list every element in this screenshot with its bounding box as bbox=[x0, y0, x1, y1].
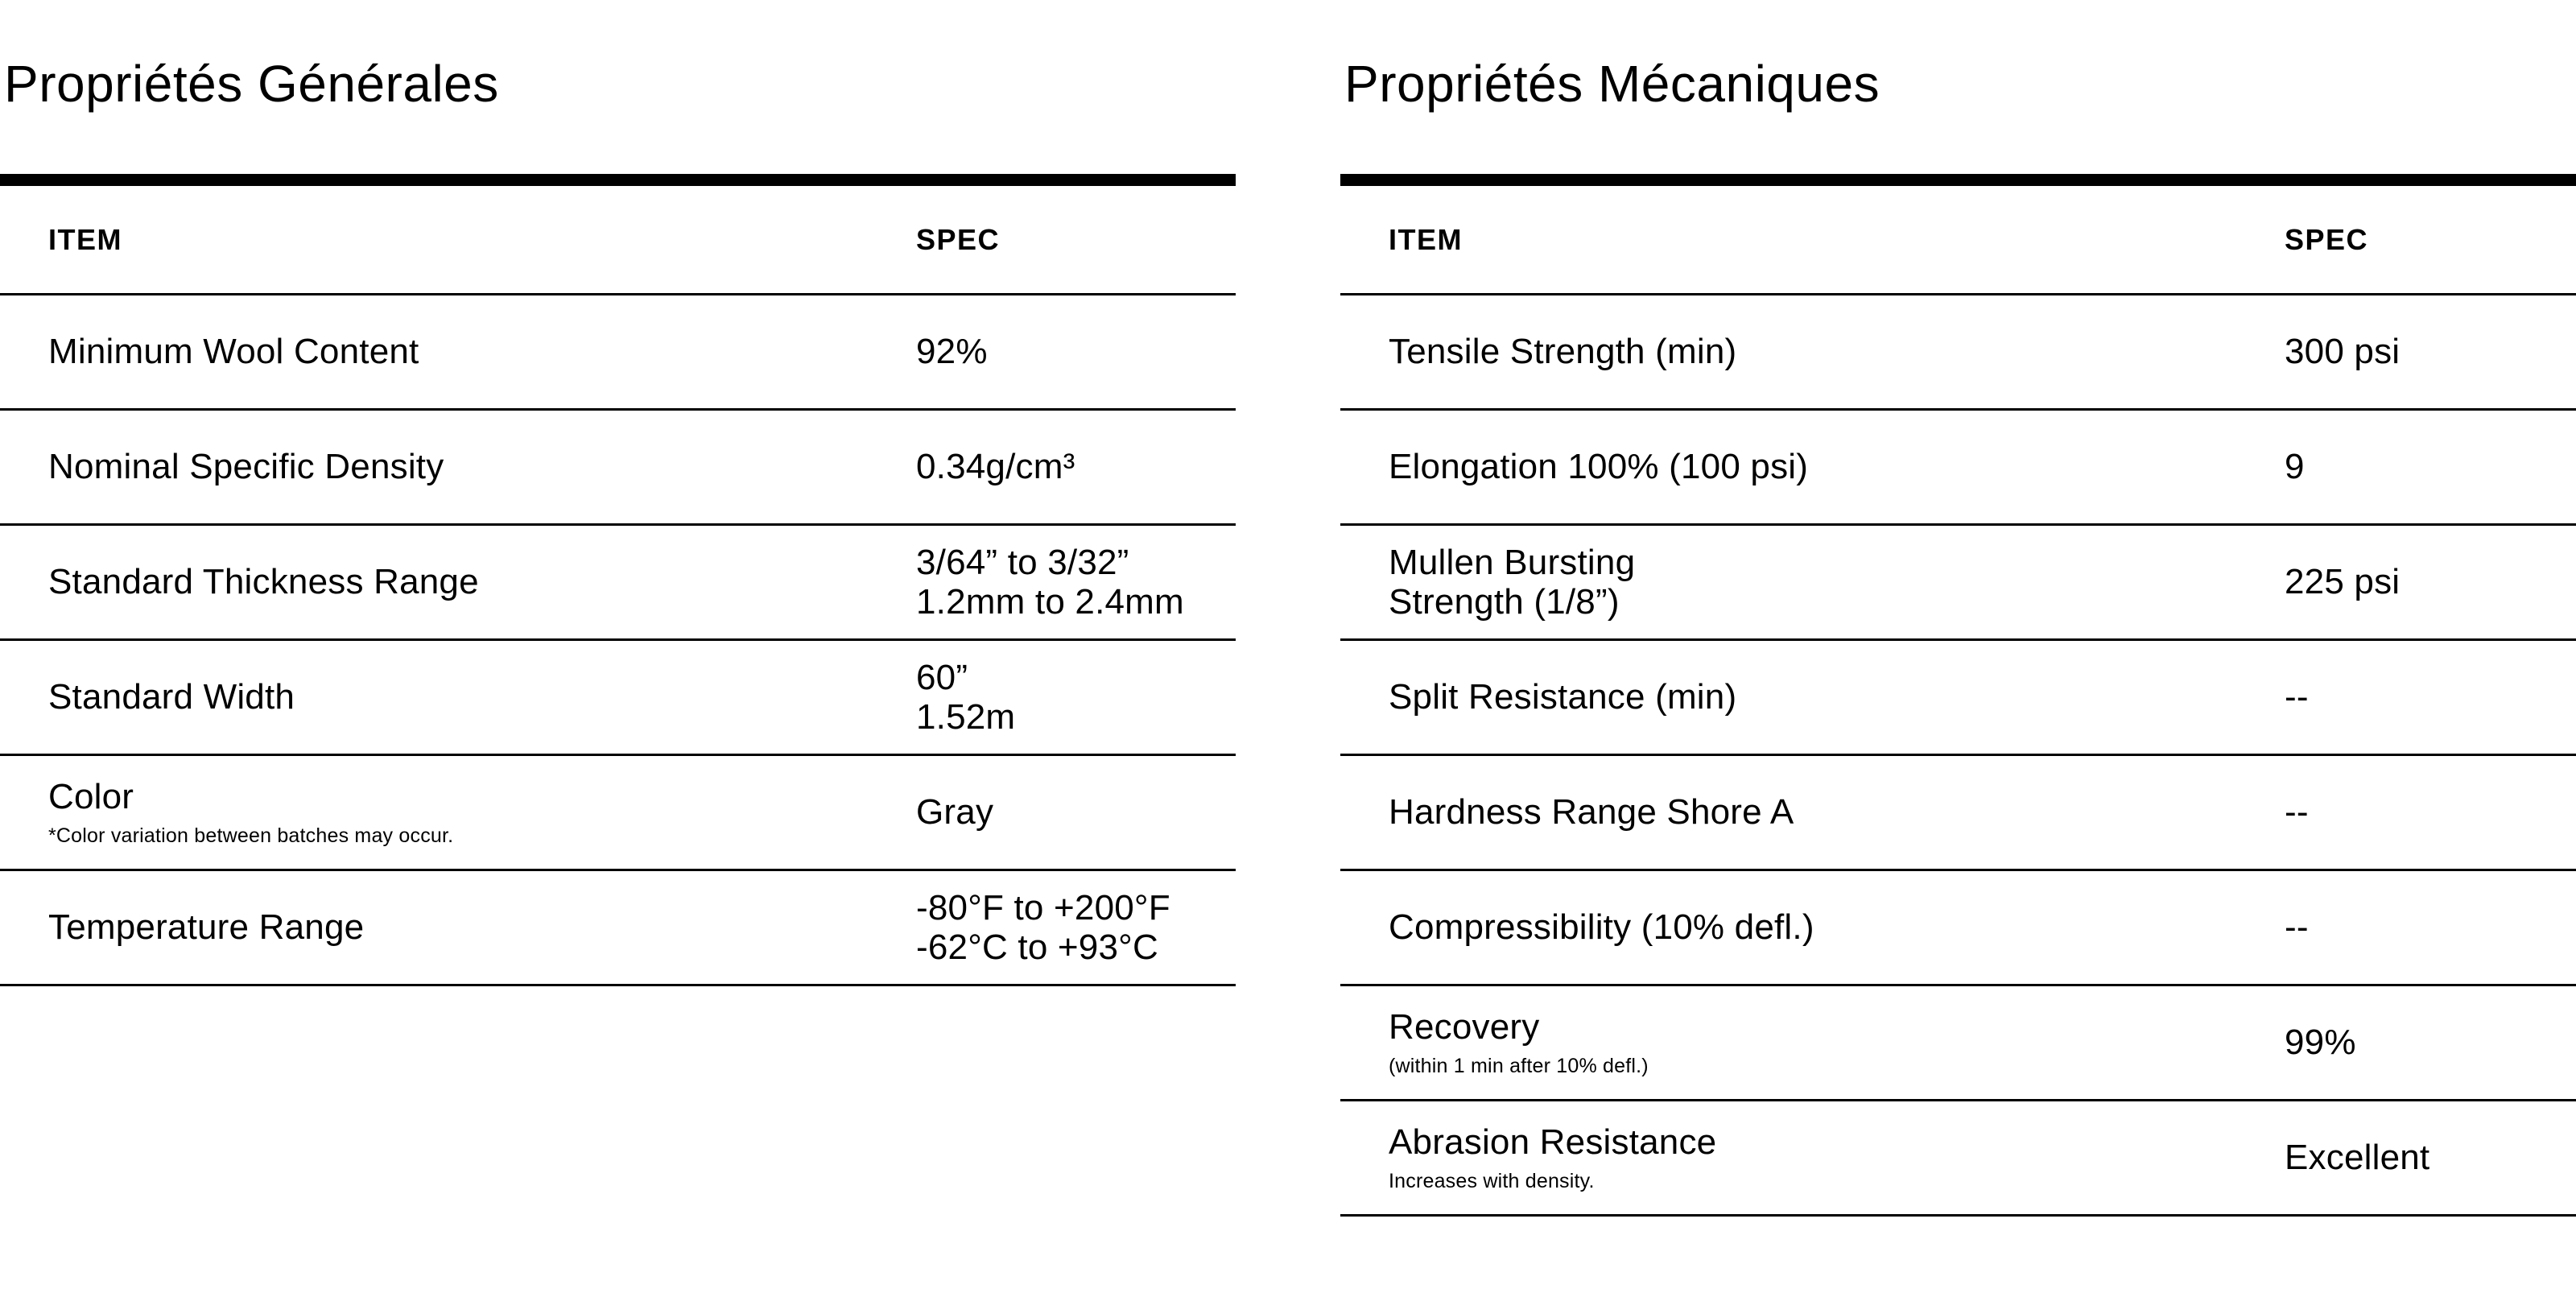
spec-cell bbox=[2285, 1138, 2576, 1177]
table-row bbox=[0, 295, 1236, 411]
spec-value: 99% bbox=[2285, 1023, 2356, 1063]
table-body bbox=[1340, 295, 2576, 1217]
column-header-item: ITEM bbox=[1389, 222, 1463, 256]
spec-value: 3/64” to 3/32” bbox=[916, 542, 1129, 582]
item-label: Standard Thickness Range bbox=[48, 562, 479, 602]
table-row bbox=[0, 871, 1236, 986]
item-cell bbox=[1340, 1007, 2285, 1077]
spec-value: -- bbox=[2285, 677, 2309, 717]
spec-cell bbox=[916, 332, 1236, 371]
table-row bbox=[1340, 526, 2576, 641]
spec-cell bbox=[2285, 1023, 2576, 1062]
item-cell bbox=[1340, 447, 2285, 486]
item-cell bbox=[0, 907, 916, 947]
table-header-row bbox=[0, 186, 1236, 295]
spec-value: 92% bbox=[916, 332, 988, 372]
item-label: Strength (1/8”) bbox=[1389, 582, 1620, 622]
spec-cell bbox=[916, 888, 1236, 968]
table-row bbox=[0, 641, 1236, 756]
item-label: Compressibility (10% defl.) bbox=[1389, 907, 1814, 948]
item-label: Recovery bbox=[1389, 1007, 1540, 1047]
item-cell bbox=[1340, 792, 2285, 832]
item-note: *Color variation between batches may occur. bbox=[48, 824, 454, 847]
item-cell bbox=[1340, 332, 2285, 371]
table-header-row bbox=[1340, 186, 2576, 295]
spec-value: -- bbox=[2285, 907, 2309, 948]
spec-value: 1.2mm to 2.4mm bbox=[916, 582, 1184, 622]
spec-value: -80°F to +200°F bbox=[916, 887, 1170, 928]
item-label: Color bbox=[48, 777, 134, 817]
spec-cell bbox=[2285, 447, 2576, 486]
item-label: Minimum Wool Content bbox=[48, 332, 419, 372]
item-cell bbox=[0, 447, 916, 486]
column-header-spec: SPEC bbox=[2285, 222, 2369, 256]
spec-value: 1.52m bbox=[916, 697, 1016, 737]
spec-value: 0.34g/cm³ bbox=[916, 447, 1075, 487]
table-row bbox=[0, 411, 1236, 526]
item-label: Split Resistance (min) bbox=[1389, 677, 1737, 717]
spec-cell bbox=[916, 543, 1236, 622]
spec-value: 225 psi bbox=[2285, 562, 2401, 602]
item-cell bbox=[1340, 1122, 2285, 1192]
table-row bbox=[1340, 871, 2576, 986]
item-label: Nominal Specific Density bbox=[48, 447, 444, 487]
table-row bbox=[1340, 986, 2576, 1101]
spec-cell bbox=[2285, 677, 2576, 717]
item-cell bbox=[0, 677, 916, 717]
table-title-mechanical: Propriétés Mécaniques bbox=[1344, 55, 1880, 113]
table-row bbox=[1340, 295, 2576, 411]
title-rule bbox=[1340, 174, 2576, 186]
spec-cell bbox=[2285, 562, 2576, 601]
spec-value: Excellent bbox=[2285, 1138, 2430, 1178]
title-rule bbox=[0, 174, 1236, 186]
table-body bbox=[0, 295, 1236, 986]
table-row bbox=[1340, 1101, 2576, 1217]
item-label: Elongation 100% (100 psi) bbox=[1389, 447, 1809, 487]
item-cell bbox=[0, 332, 916, 371]
spec-table-general bbox=[0, 0, 1236, 986]
spec-cell bbox=[916, 658, 1236, 737]
table-row bbox=[1340, 641, 2576, 756]
item-cell bbox=[0, 777, 916, 847]
table-row bbox=[0, 756, 1236, 871]
item-label: Abrasion Resistance bbox=[1389, 1122, 1717, 1163]
spec-value: 9 bbox=[2285, 447, 2305, 487]
column-header-item: ITEM bbox=[48, 222, 122, 256]
item-cell bbox=[1340, 677, 2285, 717]
table-title-general: Propriétés Générales bbox=[4, 55, 499, 113]
spec-cell bbox=[2285, 792, 2576, 832]
table-row bbox=[1340, 756, 2576, 871]
spec-value: 60” bbox=[916, 657, 968, 697]
spec-value: Gray bbox=[916, 792, 994, 832]
spec-value: -- bbox=[2285, 792, 2309, 832]
table-row bbox=[1340, 411, 2576, 526]
column-header-spec: SPEC bbox=[916, 222, 1001, 256]
spec-value: -62°C to +93°C bbox=[916, 928, 1158, 967]
item-cell bbox=[1340, 907, 2285, 947]
item-label: Tensile Strength (min) bbox=[1389, 332, 1737, 372]
item-label: Mullen Bursting bbox=[1389, 542, 1636, 582]
spec-value: 300 psi bbox=[2285, 332, 2401, 372]
spec-table-mechanical bbox=[1340, 0, 2576, 1217]
item-note: Increases with density. bbox=[1389, 1169, 1595, 1192]
spec-cell bbox=[2285, 332, 2576, 371]
spec-cell bbox=[2285, 907, 2576, 947]
item-cell bbox=[1340, 543, 2285, 622]
spec-cell bbox=[916, 792, 1236, 832]
item-label: Hardness Range Shore A bbox=[1389, 792, 1794, 832]
spec-cell bbox=[916, 447, 1236, 486]
item-cell bbox=[0, 562, 916, 601]
item-label: Temperature Range bbox=[48, 907, 365, 948]
item-label: Standard Width bbox=[48, 677, 295, 717]
table-row bbox=[0, 526, 1236, 641]
item-note: (within 1 min after 10% defl.) bbox=[1389, 1054, 1649, 1077]
